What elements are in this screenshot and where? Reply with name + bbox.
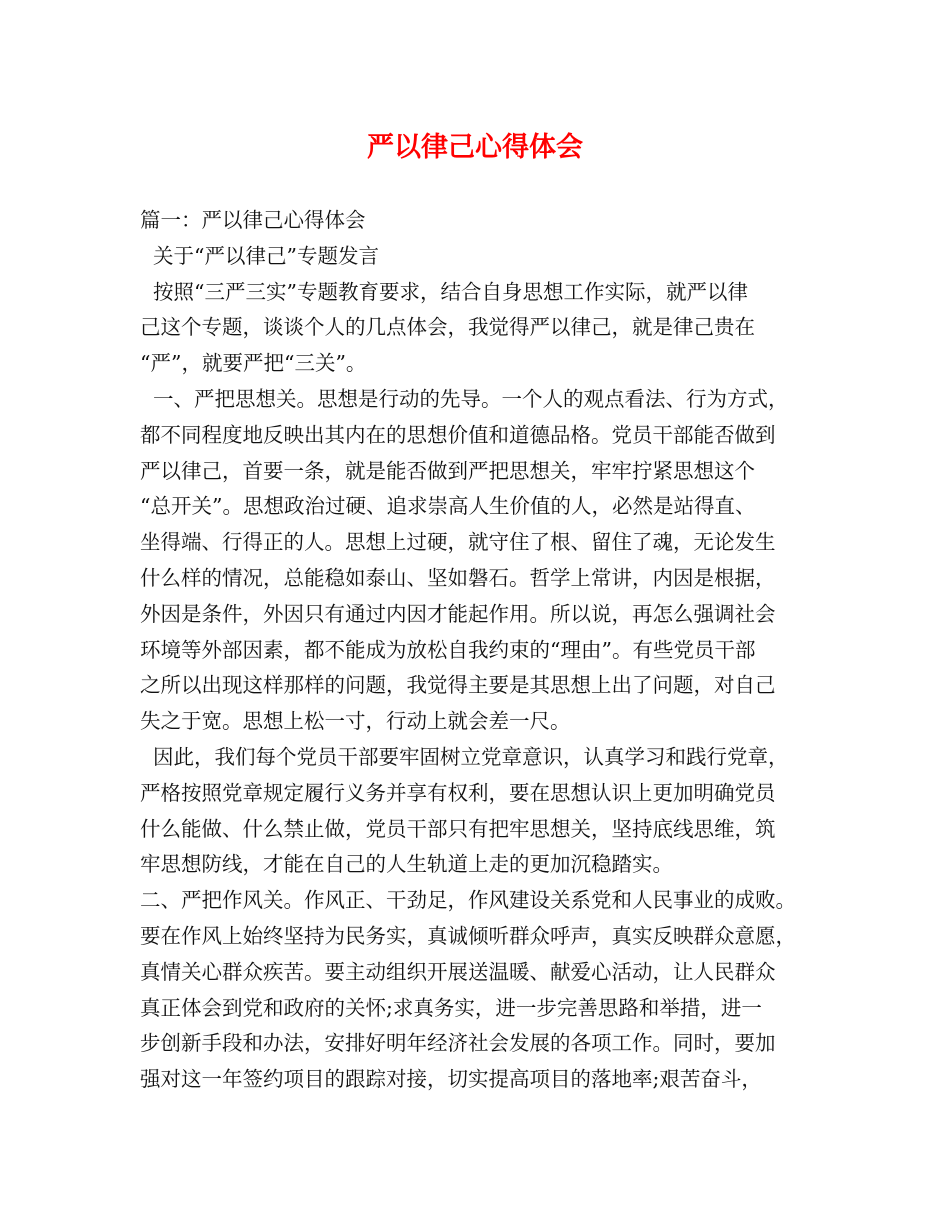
text-line: “严”，就要严把“三关”。 [140,351,367,376]
text-line: 之所以出现这样那样的问题，我觉得主要是其思想上出了问题，对自己 [140,673,776,698]
text-line: 都不同程度地反映出其内在的思想价值和道德品格。党员干部能否做到 [140,422,776,447]
text-line: 真情关心群众疾苦。要主动组织开展送温暖、献爱心活动，让人民群众 [140,959,776,984]
document-title: 严以律己心得体会 [367,132,583,163]
text-line: 己这个专题，谈谈个人的几点体会，我觉得严以律己，就是律己贵在 [140,315,755,340]
text-line: 什么能做、什么禁止做，党员干部只有把牢思想关，坚持底线思维，筑 [140,816,776,841]
text-line: 关于“严以律己”专题发言 [140,243,379,268]
text-line: 坐得端、行得正的人。思想上过硬，就守住了根、留住了魂，无论发生 [140,530,776,555]
text-line: 按照“三严三实”专题教育要求，结合自身思想工作实际，就严以律 [140,279,748,304]
text-line: “总开关”。思想政治过硬、追求崇高人生价值的人，必然是站得直、 [140,494,756,519]
text-line: 外因是条件，外因只有通过内因才能起作用。所以说，再怎么强调社会 [140,601,776,626]
text-line: 因此，我们每个党员干部要牢固树立党章意识，认真学习和践行党章， [140,744,789,769]
text-line: 二、严把作风关。作风正、干劲足，作风建设关系党和人民事业的成败。 [140,888,796,913]
document-body [140,203,830,1098]
text-line: 真正体会到党和政府的关怀;求真务实，进一步完善思路和举措，进一 [140,995,762,1020]
text-line: 环境等外部因素，都不能成为放松自我约束的“理由”。有些党员干部 [140,637,756,662]
text-line: 要在作风上始终坚持为民务实，真诚倾听群众呼声，真实反映群众意愿， [140,923,796,948]
text-line: 强对这一年签约项目的跟踪对接，切实提高项目的落地率;艰苦奋斗， [140,1067,762,1092]
text-line: 严格按照党章规定履行义务并享有权利，要在思想认识上更加明确党员 [140,780,776,805]
text-line: 一、严把思想关。思想是行动的先导。一个人的观点看法、行为方式， [140,386,789,411]
text-line: 什么样的情况，总能稳如泰山、坚如磐石。哲学上常讲，内因是根据， [140,565,776,590]
text-line: 严以律己，首要一条，就是能否做到严把思想关，牢牢拧紧思想这个 [140,458,755,483]
text-line: 步创新手段和办法，安排好明年经济社会发展的各项工作。同时，要加 [140,1031,776,1056]
text-line: 失之于宽。思想上松一寸，行动上就会差一尺。 [140,709,571,734]
text-line: 牢思想防线，才能在自己的人生轨道上走的更加沉稳踏实。 [140,852,673,877]
text-line: 篇一：严以律己心得体会 [140,208,366,232]
